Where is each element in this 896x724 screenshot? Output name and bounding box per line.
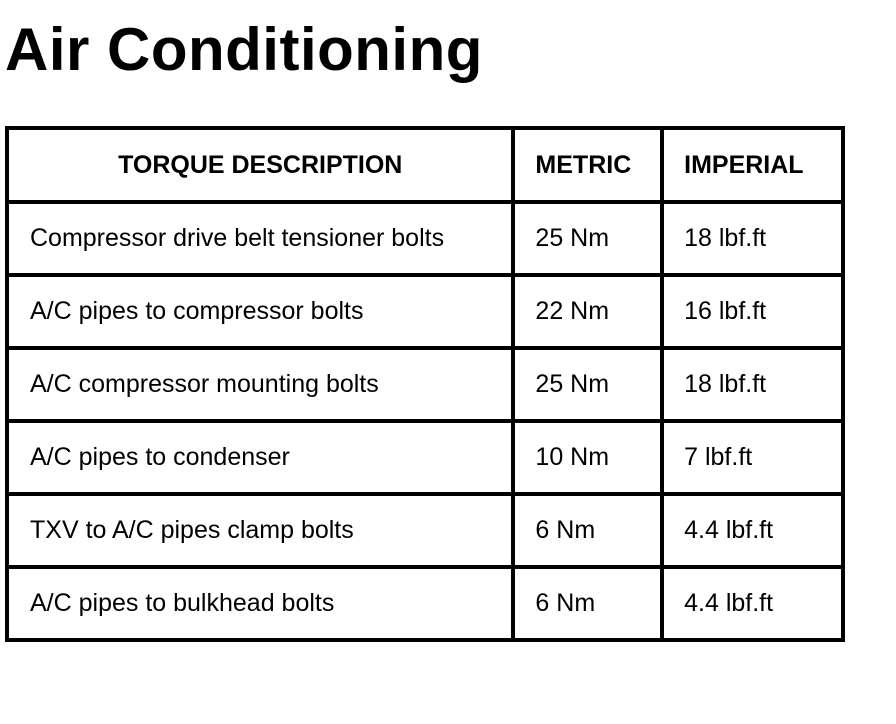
cell-imperial: 4.4 lbf.ft [662, 567, 843, 640]
torque-table [5, 126, 845, 642]
cell-metric: 25 Nm [513, 348, 662, 421]
header-torque-description: TORQUE DESCRIPTION [7, 128, 513, 202]
header-metric: METRIC [513, 128, 662, 202]
cell-metric: 25 Nm [513, 202, 662, 275]
table-header-row [7, 128, 843, 202]
page-title: Air Conditioning [5, 16, 483, 83]
cell-metric: 6 Nm [513, 494, 662, 567]
cell-metric: 10 Nm [513, 421, 662, 494]
table-row [7, 494, 843, 567]
cell-imperial: 18 lbf.ft [662, 348, 843, 421]
cell-description: A/C pipes to compressor bolts [7, 275, 513, 348]
table-row [7, 421, 843, 494]
header-imperial: IMPERIAL [662, 128, 843, 202]
cell-metric: 6 Nm [513, 567, 662, 640]
cell-imperial: 16 lbf.ft [662, 275, 843, 348]
cell-metric: 22 Nm [513, 275, 662, 348]
table-row [7, 348, 843, 421]
table-row [7, 202, 843, 275]
cell-description: A/C compressor mounting bolts [7, 348, 513, 421]
cell-imperial: 4.4 lbf.ft [662, 494, 843, 567]
cell-imperial: 18 lbf.ft [662, 202, 843, 275]
cell-imperial: 7 lbf.ft [662, 421, 843, 494]
table-row [7, 567, 843, 640]
cell-description: TXV to A/C pipes clamp bolts [7, 494, 513, 567]
table-row [7, 275, 843, 348]
cell-description: A/C pipes to bulkhead bolts [7, 567, 513, 640]
cell-description: Compressor drive belt tensioner bolts [7, 202, 513, 275]
cell-description: A/C pipes to condenser [7, 421, 513, 494]
